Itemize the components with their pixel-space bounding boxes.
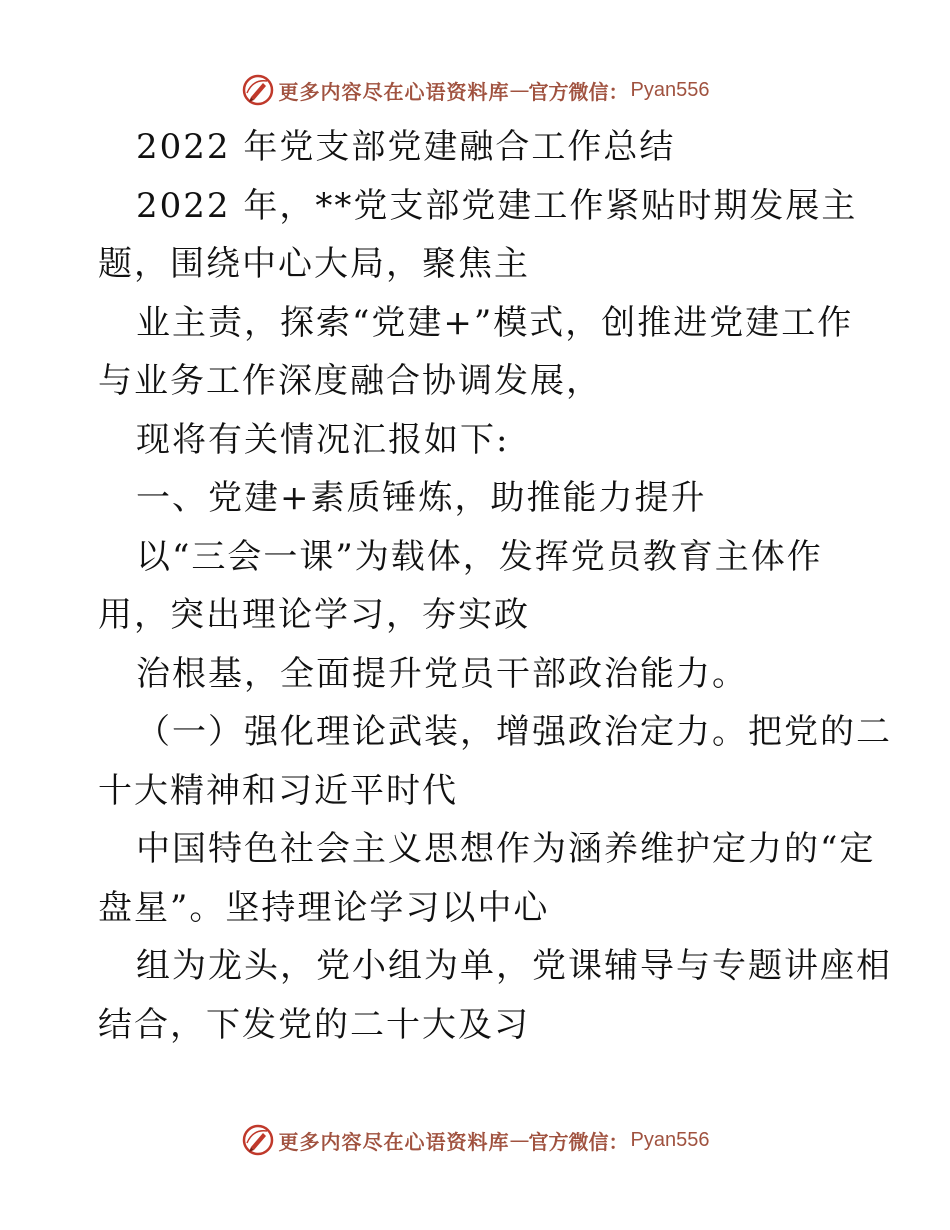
text-line: 结合，下发党的二十大及习 bbox=[98, 1004, 530, 1045]
watermark-dash: — bbox=[509, 1128, 529, 1152]
document-body bbox=[98, 118, 892, 1054]
pen-logo-icon bbox=[241, 73, 275, 107]
watermark-dash: — bbox=[509, 78, 529, 102]
text-line: 十大精神和习近平时代 bbox=[98, 770, 458, 811]
watermark-label: 官方微信： bbox=[528, 1129, 629, 1154]
text-line: （一）强化理论武装，增强政治定力。把党的二 bbox=[136, 712, 892, 752]
footer-watermark bbox=[0, 1120, 950, 1160]
watermark-main-text: 更多内容尽在心语资料库 bbox=[278, 1129, 510, 1154]
header-watermark bbox=[0, 70, 950, 110]
watermark-main-text: 更多内容尽在心语资料库 bbox=[278, 79, 510, 104]
watermark-wechat-id: Pyan556 bbox=[630, 1128, 710, 1151]
text-line: 治根基，全面提升党员干部政治能力。 bbox=[136, 653, 748, 694]
watermark-wechat-id: Pyan556 bbox=[630, 78, 710, 101]
text-line: 现将有关情况汇报如下: bbox=[136, 419, 510, 460]
text-line: 中国特色社会主义思想作为涵养维护定力的“定 bbox=[136, 829, 876, 869]
text-line: 用，突出理论学习，夯实政 bbox=[98, 595, 530, 635]
text-line: 以“三会一课”为载体，发挥党员教育主体作 bbox=[136, 536, 823, 577]
text-line: 盘星”。坚持理论学习以中心 bbox=[98, 887, 550, 928]
text-line: 2022 年党支部党建融合工作总结 bbox=[136, 127, 676, 167]
watermark-label: 官方微信： bbox=[528, 79, 629, 104]
text-line: 题，围绕中心大局，聚焦主 bbox=[98, 244, 530, 284]
text-line: 组为龙头，党小组为单，党课辅导与专题讲座相 bbox=[136, 946, 892, 986]
text-line: 一、党建+素质锤炼，助推能力提升 bbox=[136, 478, 707, 518]
pen-logo-icon bbox=[241, 1123, 275, 1157]
text-line: 业主责，探索“党建+”模式，创推进党建工作 bbox=[136, 302, 854, 343]
text-line: 2022 年，**党支部党建工作紧贴时期发展主 bbox=[136, 185, 858, 226]
text-line: 与业务工作深度融合协调发展， bbox=[98, 361, 602, 401]
